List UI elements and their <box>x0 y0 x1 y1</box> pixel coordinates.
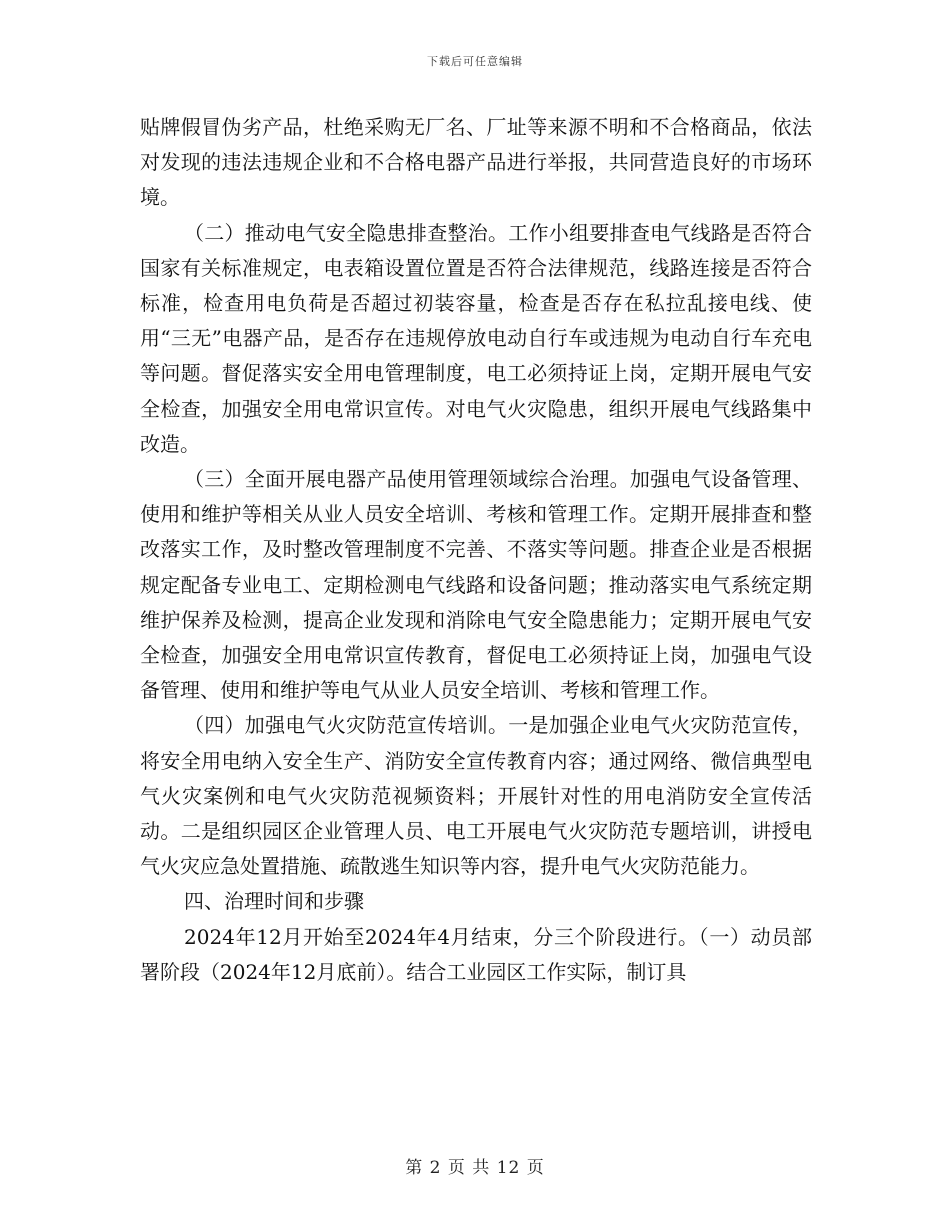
section-heading-schedule: 四、治理时间和步骤 <box>184 889 364 914</box>
paragraph-continuation: 贴牌假冒伪劣产品，杜绝采购无厂名、厂址等来源不明和不合格商品，依法对发现的违法违规企业和不合格电器产品进行举报，共同营造良好的市场环境。 <box>140 115 812 210</box>
paragraph-section-3: （三）全面开展电器产品使用管理领域综合治理。加强电气设备管理、使用和维护等相关从业人员安全培训、考核和管理工作。定期开展排查和整改落实工作，及时整改管理制度不完善、不落实等问题。排查企业是否根据规定配备专业电工、定期检测电气线路和设备问题；推动落实电气系统定期维护保养及检测，提高企业发现和消除电气安全隐患能力；定期开展电气安全检查，加强安全用电常识宣传教育，督促电工必须持证上岗，加强电气设备管理、使用和维护等电气从业人员安全培训、考核和管理工作。 <box>140 467 812 703</box>
page-footer: 第 2 页 共 12 页 <box>405 1158 545 1178</box>
page-header: 下载后可任意编辑 <box>427 55 523 68</box>
paragraph-schedule: 2024年12月开始至2024年4月结束，分三个阶段进行。（一）动员部署阶段（2024年12月底前）。结合工业园区工作实际，制订具 <box>140 924 812 984</box>
paragraph-section-4: （四）加强电气火灾防范宣传培训。一是加强企业电气火灾防范宣传，将安全用电纳入安全生产、消防安全宣传教育内容；通过网络、微信典型电气火灾案例和电气火灾防范视频资料；开展针对性的用电消防安全宣传活动。二是组织园区企业管理人员、电工开展电气火灾防范专题培训，讲授电气火灾应急处置措施、疏散逃生知识等内容，提升电气火灾防范能力。 <box>140 713 812 879</box>
document-body <box>140 110 812 990</box>
paragraph-section-2: （二）推动电气安全隐患排查整治。工作小组要排查电气线路是否符合国家有关标准规定，电表箱设置位置是否符合法律规范，线路连接是否符合标准，检查用电负荷是否超过初装容量，检查是否存在私拉乱接电线、使用“三无”电器产品，是否存在违规停放电动自行车或违规为电动自行车充电等问题。督促落实安全用电管理制度，电工必须持证上岗，定期开展电气安全检查，加强安全用电常识宣传。对电气火灾隐患，组织开展电气线路集中改造。 <box>140 220 812 456</box>
